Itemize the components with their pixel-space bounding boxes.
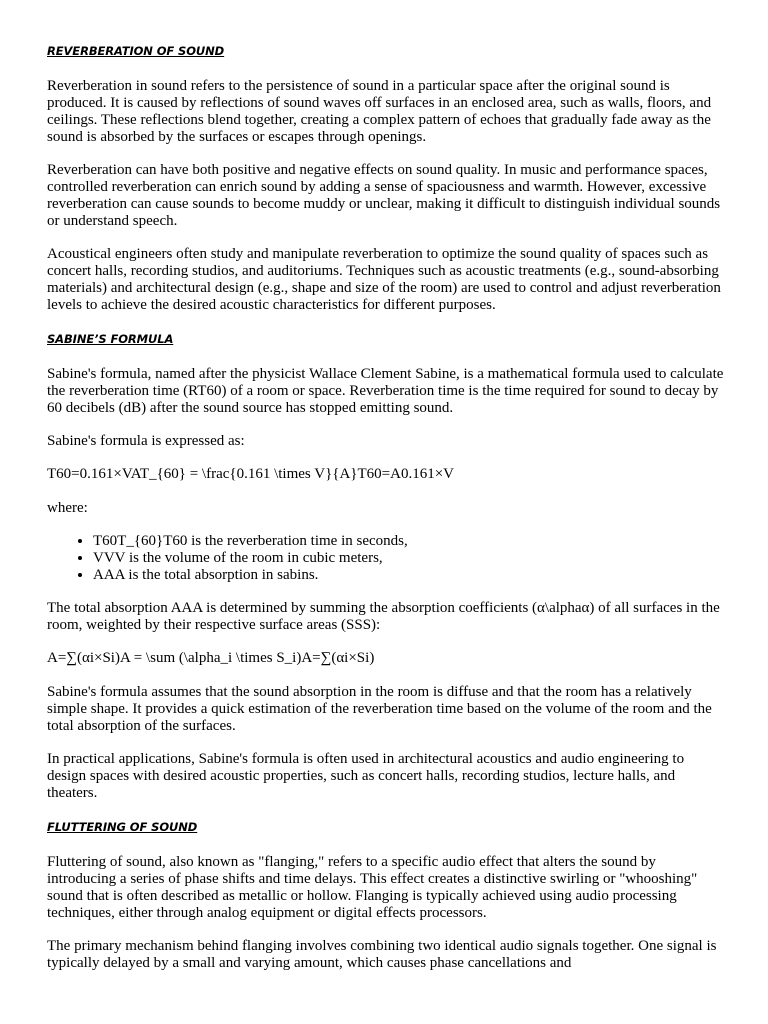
list-item: • AAA is the total absorption in sabins. [93, 567, 725, 584]
document-page [47, 42, 725, 988]
paragraph-total-absorption: The total absorption AAA is determined by summing the absorption coefficients (α\alphaα) of all surfaces in the room, weighted by their respective surface areas (SSS): [47, 600, 720, 633]
section-heading-reverberation: REVERBERATION OF SOUND [47, 44, 225, 58]
paragraph-sabine-intro: Sabine's formula, named after the physicist Wallace Clement Sabine, is a mathematical formula used to calculate the reverberation time (RT60) of a room or space. Reverberation time is the time required for sound to decay by 60 decibels (dB) after the sound source has stopped emitting sound. [47, 366, 724, 416]
variable-list [47, 533, 725, 584]
section-heading-sabine: SABINE’S FORMULA [47, 332, 174, 346]
paragraph-reverberation-effects: Reverberation can have both positive and negative effects on sound quality. In music and performance spaces, controlled reverberation can enrich sound by adding a sense of spaciousness and warmth. However, excessive reverberation can cause sounds to become muddy or unclear, making it difficult to distinguish individual sounds or understand speech. [47, 162, 721, 229]
paragraph-reverberation-definition: Reverberation in sound refers to the persistence of sound in a particular space after the original sound is produced. It is caused by reflections of sound waves off surfaces in an enclosed area, such as walls, floors, and ceilings. These reflections blend together, creating a complex pattern of echoes that gradually fade away as the sound is absorbed by the surfaces or escapes through openings. [47, 78, 712, 145]
paragraph-sabine-applications: In practical applications, Sabine's formula is often used in architectural acoustics and audio engineering to design spaces with desired acoustic properties, such as concert halls, recording studios, lecture halls, and theaters. [47, 751, 685, 801]
paragraph-reverberation-engineering: Acoustical engineers often study and manipulate reverberation to optimize the sound quality of spaces such as concert halls, recording studios, and auditoriums. Techniques such as acoustic treatments (e.g., sound-absorbing materials) and architectural design (e.g., shape and size of the room) are used to control and adjust reverberation levels to achieve the desired acoustic characteristics for different purposes. [47, 246, 721, 313]
formula-total-absorption: A=∑(αi×Si)A = \sum (\alpha_i \times S_i)A=∑(αi×Si) [47, 650, 375, 666]
paragraph-sabine-assumptions: Sabine's formula assumes that the sound absorption in the room is diffuse and that the room has a relatively simple shape. It provides a quick estimation of the reverberation time based on the volume of the room and the total absorption of the surfaces. [47, 684, 712, 734]
section-heading-fluttering: FLUTTERING OF SOUND [47, 820, 198, 834]
list-item: • VVV is the volume of the room in cubic meters, [93, 550, 725, 567]
paragraph-fluttering-definition: Fluttering of sound, also known as "flanging," refers to a specific audio effect that alters the sound by introducing a series of phase shifts and time delays. This effect creates a distinctive swirling or "whooshing" sound that is often described as metallic or hollow. Flanging is typically achieved using audio processing techniques, either through analog equipment or digital effects processors. [47, 854, 698, 921]
list-item: • T60T_{60}T60 is the reverberation time in seconds, [93, 533, 725, 550]
paragraph-flanging-mechanism: The primary mechanism behind flanging involves combining two identical audio signals together. One signal is typically delayed by a small and varying amount, which causes phase cancellations and [47, 938, 717, 971]
paragraph-sabine-expressed: Sabine's formula is expressed as: [47, 433, 245, 449]
formula-reverberation-time: T60=0.161×VAT_{60} = \frac{0.161 \times V}{A}T60=A0.161×V [47, 466, 454, 482]
paragraph-where: where: [47, 500, 88, 516]
